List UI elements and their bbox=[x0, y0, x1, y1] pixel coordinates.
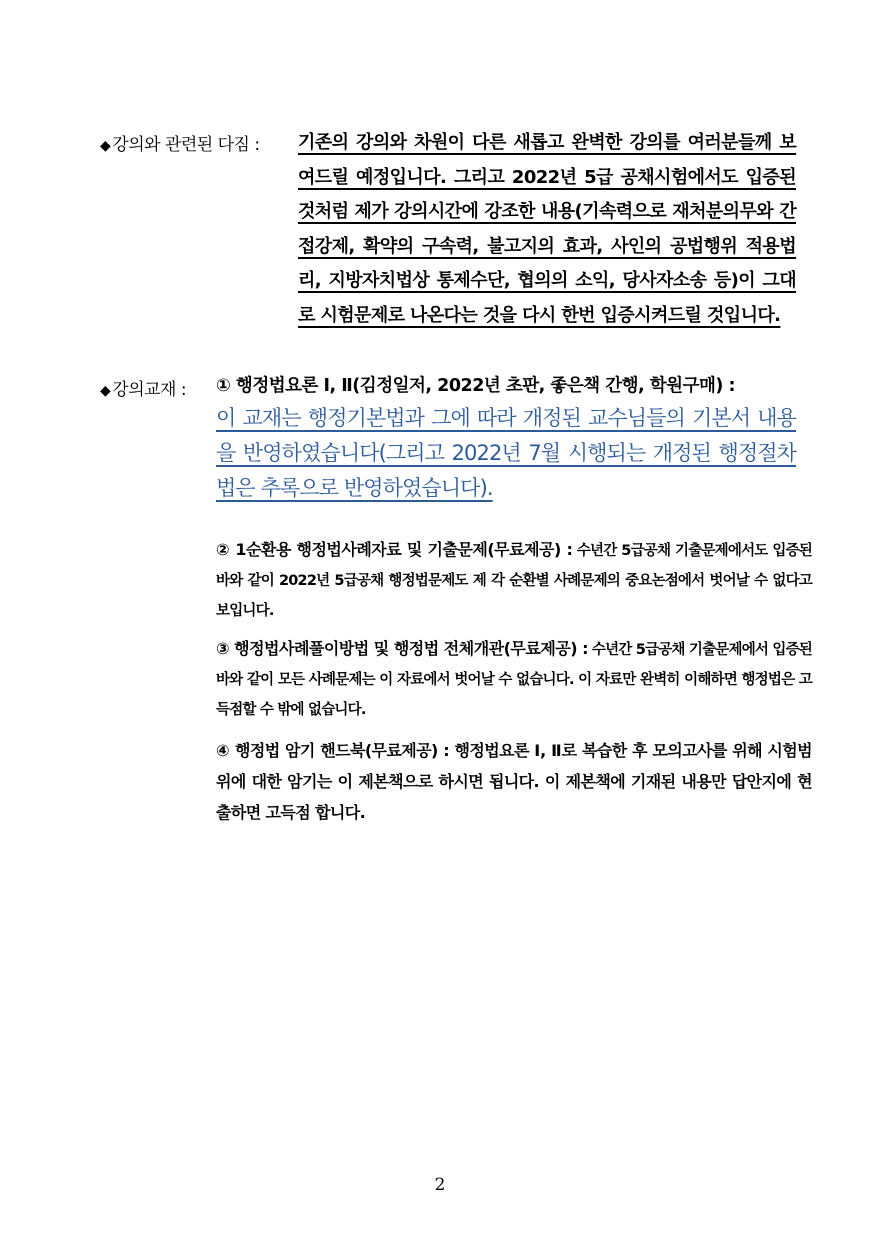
textbook-item-4: ④ 행정법 암기 핸드북(무료제공) : 행정법요론 Ⅰ, Ⅱ로 복습한 후 모의고사를 위해 시험범위에 대한 암기는 이 제본책으로 하시면 됩니다. 이 제본책에 기재된 내용만 답안지에 현출하면 고득점 합니다. bbox=[216, 741, 812, 822]
pledge-text: 기존의 강의와 차원이 다른 새롭고 완벽한 강의를 여러분들께 보여드릴 예정입니다. 그리고 2022년 5급 공채시험에서도 입증된 것처럼 제가 강의시간에 강조한 내용(기속력으로 재처분의무와 간접강제, 확약의 구속력, 불고지의 효과, 사인의 공법행위 적용법리, 지방자치법상 통제수단, 협의의 소익, 당사자소송 등)이 그대로 시험문제로 나온다는 것을 다시 한번 입증시켜드릴 것입니다. bbox=[298, 132, 796, 326]
page-number: 2 bbox=[434, 1175, 446, 1195]
diamond-bullet-icon: ◆ bbox=[100, 138, 111, 154]
textbook-item-2: ② 1순환용 행정법사례자료 및 기출문제(무료제공) : 수년간 5급공채 기출문제에서도 입증된 바와 같이 2022년 5급공채 행정법문제도 제 각 순환별 사례문제의 중요논점에서 벗어날 수 없다고 보입니다. bbox=[216, 540, 812, 619]
textbook-item-3: ③ 행정법사례풀이방법 및 행정법 전체개관(무료제공) : 수년간 5급공채 기출문제에서 입증된 바와 같이 모든 사례문제는 이 자료에서 벗어날 수 없습니다. 이 자료만 완벽히 이해하면 행정법은 고득점할 수 밖에 없습니다. bbox=[216, 639, 813, 718]
textbook-item-1-body: 이 교재는 행정기본법과 그에 따라 개정된 교수님들의 기본서 내용을 반영하였습니다(그리고 2022년 7월 시행되는 개정된 행정절차법은 추록으로 반영하였습니다). bbox=[216, 406, 796, 500]
pledge-label: ◆ 강의와 관련된 다짐 : bbox=[100, 135, 260, 155]
textbook-label: ◆ 강의교재 : bbox=[100, 380, 187, 400]
diamond-bullet-icon: ◆ bbox=[100, 383, 111, 399]
textbook-item-1-head: ① 행정법요론 Ⅰ, Ⅱ(김정일저, 2022년 초판, 좋은책 간행, 학원구매) : bbox=[216, 376, 735, 396]
